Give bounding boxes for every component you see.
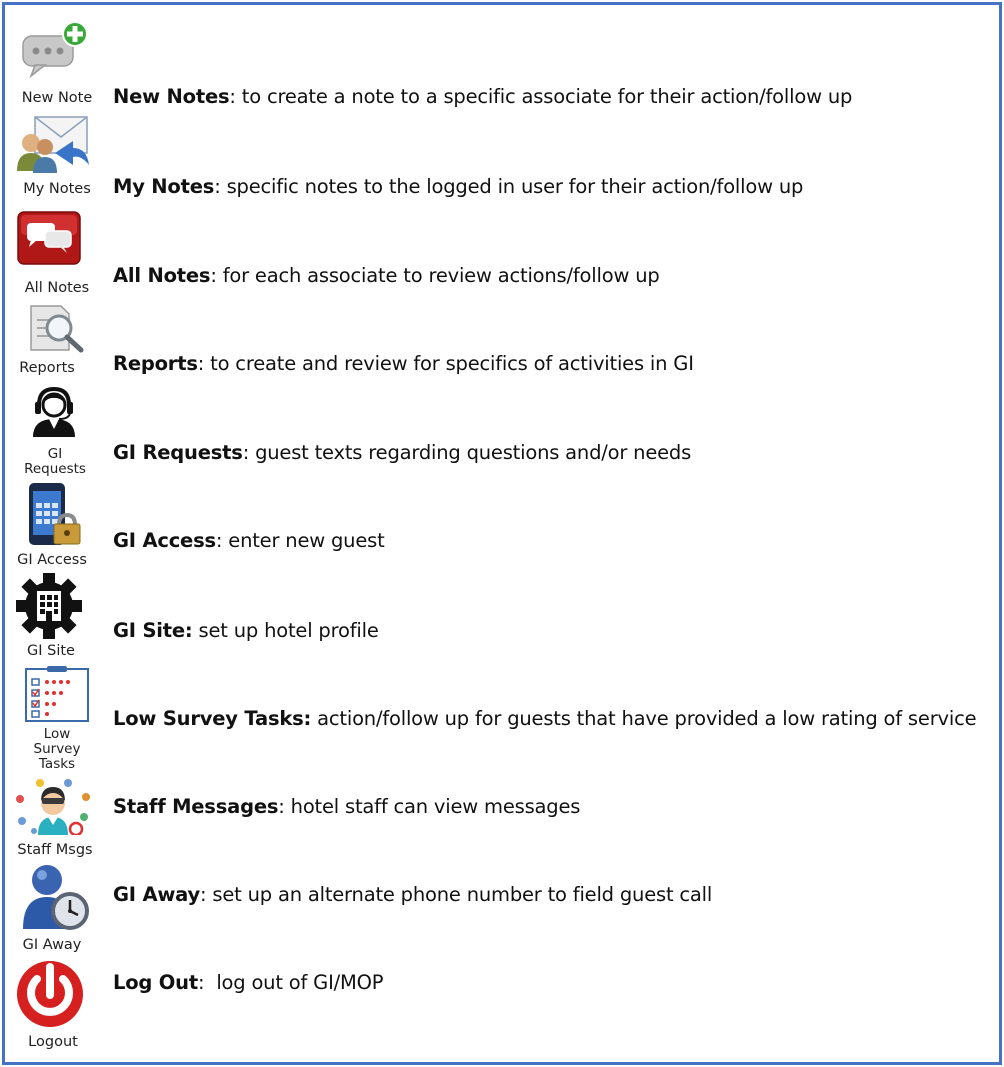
low-survey-tasks-title: Low Survey Tasks: bbox=[113, 707, 312, 730]
log-out-title: Log Out bbox=[113, 971, 198, 994]
gi-requests-text: guest texts regarding questions and/or needs bbox=[255, 441, 692, 464]
separator: : bbox=[229, 85, 242, 108]
legend-row-gi-requests bbox=[5, 383, 995, 477]
new-note-label: New Note bbox=[21, 90, 93, 106]
my-notes-icon bbox=[13, 113, 93, 177]
gi-requests-label-line-2: Requests bbox=[24, 461, 86, 477]
all-notes-button[interactable] bbox=[5, 209, 109, 299]
new-note-button[interactable] bbox=[5, 15, 109, 110]
gi-requests-label-line-1: GI bbox=[47, 446, 63, 462]
low-survey-label-line-1: Low bbox=[43, 726, 71, 742]
my-notes-description bbox=[113, 175, 803, 198]
legend-row-gi-access bbox=[5, 479, 995, 567]
low-survey-label-line-3: Tasks bbox=[38, 756, 76, 772]
gi-requests-title: GI Requests bbox=[113, 441, 243, 464]
gi-site-description bbox=[113, 619, 379, 642]
gi-away-description bbox=[113, 883, 712, 906]
staff-msgs-button[interactable] bbox=[5, 775, 109, 859]
my-notes-button[interactable] bbox=[5, 111, 109, 201]
low-survey-tasks-button[interactable] bbox=[5, 665, 109, 773]
reports-title: Reports bbox=[113, 352, 198, 375]
legend-row-low-survey-tasks bbox=[5, 665, 995, 773]
staff-messages-description bbox=[113, 795, 580, 818]
all-notes-label: All Notes bbox=[24, 280, 90, 296]
legend-row-log-out bbox=[5, 957, 995, 1057]
gi-site-title: GI Site: bbox=[113, 619, 193, 642]
my-notes-label: My Notes bbox=[23, 181, 91, 197]
new-note-icon bbox=[21, 20, 91, 80]
all-notes-text: for each associate to review actions/follow up bbox=[222, 264, 660, 287]
low-survey-tasks-icon bbox=[23, 665, 91, 723]
low-survey-tasks-label bbox=[5, 727, 109, 772]
low-survey-tasks-description bbox=[113, 707, 976, 730]
gi-access-button[interactable] bbox=[5, 479, 109, 567]
new-notes-description bbox=[113, 85, 852, 108]
separator: : bbox=[242, 441, 256, 464]
reports-button[interactable] bbox=[5, 299, 109, 379]
gi-access-title: GI Access bbox=[113, 529, 216, 552]
all-notes-description bbox=[113, 264, 660, 287]
gi-away-icon bbox=[21, 863, 91, 933]
reports-text: to create and review for specifics of activities in GI bbox=[210, 352, 694, 375]
legend-row-new-notes bbox=[5, 15, 995, 110]
logout-icon bbox=[15, 959, 85, 1029]
separator: : bbox=[197, 971, 217, 994]
separator: : bbox=[214, 175, 227, 198]
gi-requests-button[interactable] bbox=[5, 383, 109, 477]
separator: : bbox=[197, 352, 211, 375]
reports-label: Reports bbox=[19, 360, 75, 376]
gi-site-icon bbox=[14, 571, 84, 641]
gi-away-label: GI Away bbox=[22, 937, 82, 953]
legend-row-my-notes bbox=[5, 111, 995, 201]
separator: : bbox=[210, 264, 223, 287]
separator: : bbox=[215, 529, 229, 552]
gi-away-button[interactable] bbox=[5, 863, 109, 955]
logout-button[interactable] bbox=[5, 957, 109, 1057]
my-notes-title: My Notes bbox=[113, 175, 215, 198]
gi-site-text: set up hotel profile bbox=[198, 619, 379, 642]
low-survey-tasks-text: action/follow up for guests that have provided a low rating of service bbox=[317, 707, 977, 730]
gi-access-icon bbox=[25, 481, 85, 547]
reports-icon bbox=[27, 302, 87, 354]
gi-requests-icon bbox=[29, 385, 79, 437]
gi-access-text: enter new guest bbox=[228, 529, 385, 552]
log-out-text: log out of GI/MOP bbox=[216, 971, 384, 994]
gi-away-title: GI Away bbox=[113, 883, 201, 906]
gi-requests-label bbox=[3, 447, 107, 477]
legend-row-gi-site bbox=[5, 571, 995, 659]
icon-legend-panel bbox=[2, 2, 1002, 1065]
gi-requests-description bbox=[113, 441, 691, 464]
new-notes-title: New Notes bbox=[113, 85, 230, 108]
gi-access-description bbox=[113, 529, 385, 552]
reports-description bbox=[113, 352, 694, 375]
gi-access-label: GI Access bbox=[17, 552, 87, 568]
logout-label: Logout bbox=[28, 1034, 78, 1050]
all-notes-icon bbox=[17, 211, 83, 267]
staff-msgs-icon bbox=[10, 775, 96, 835]
legend-row-all-notes bbox=[5, 209, 995, 299]
legend-row-staff-messages bbox=[5, 775, 995, 859]
my-notes-text: specific notes to the logged in user for their action/follow up bbox=[226, 175, 804, 198]
new-notes-text: to create a note to a specific associate for their action/follow up bbox=[241, 85, 853, 108]
gi-site-label: GI Site bbox=[27, 643, 75, 659]
all-notes-title: All Notes bbox=[113, 264, 211, 287]
legend-row-reports bbox=[5, 299, 995, 379]
log-out-description bbox=[113, 971, 383, 994]
staff-messages-title: Staff Messages bbox=[113, 795, 279, 818]
low-survey-label-line-2: Survey bbox=[33, 741, 81, 757]
separator: : bbox=[200, 883, 213, 906]
gi-site-button[interactable] bbox=[5, 571, 109, 659]
legend-row-gi-away bbox=[5, 863, 995, 955]
staff-msgs-label: Staff Msgs bbox=[17, 842, 93, 858]
gi-away-text: set up an alternate phone number to field guest call bbox=[212, 883, 713, 906]
separator: : bbox=[278, 795, 291, 818]
staff-messages-text: hotel staff can view messages bbox=[290, 795, 581, 818]
